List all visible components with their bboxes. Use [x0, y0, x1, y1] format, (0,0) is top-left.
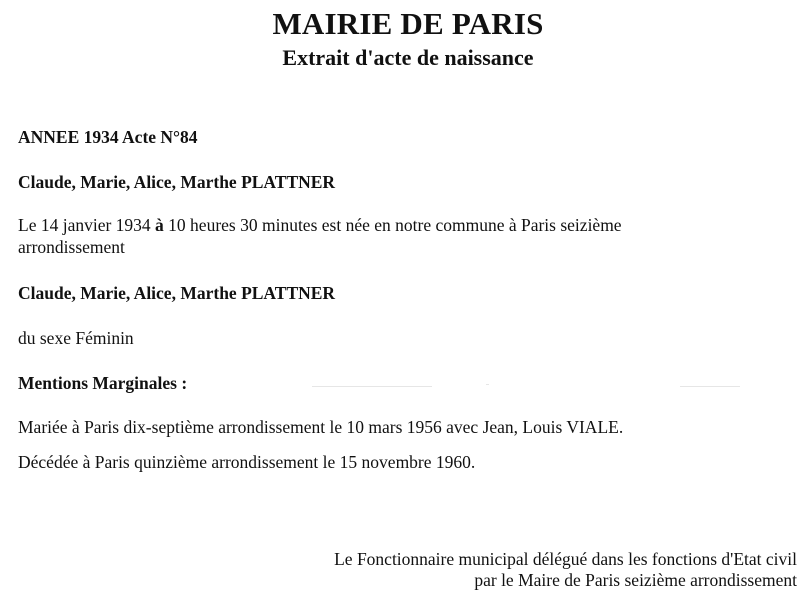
- scan-artifact: [312, 386, 432, 387]
- marriage-mention: Mariée à Paris dix-septième arrondissement le 10 mars 1956 avec Jean, Louis VIALE.: [18, 417, 624, 437]
- person-name: Claude, Marie, Alice, Marthe PLATTNER: [18, 172, 336, 192]
- birth-date-text: Le 14 janvier 1934: [18, 215, 156, 235]
- birth-details: [18, 215, 622, 236]
- scan-artifact: [680, 386, 740, 387]
- sex-statement: du sexe Féminin: [18, 328, 134, 348]
- document-subtitle: Extrait d'acte de naissance: [282, 45, 534, 70]
- birth-time-place-text: 10 heures 30 minutes est née en notre commune à Paris seizième: [163, 215, 622, 235]
- document-title: MAIRIE DE PARIS: [272, 6, 544, 41]
- birth-at-word: à: [155, 215, 164, 235]
- birth-details-continued: arrondissement: [18, 237, 125, 257]
- signature-line-2: par le Maire de Paris seizième arrondissement: [474, 570, 797, 590]
- marginal-mentions-heading: Mentions Marginales :: [18, 373, 188, 393]
- act-number: ANNEE 1934 Acte N°84: [18, 127, 198, 147]
- death-mention: Décédée à Paris quinzième arrondissement le 15 novembre 1960.: [18, 452, 476, 472]
- person-name-repeat: Claude, Marie, Alice, Marthe PLATTNER: [18, 283, 336, 303]
- signature-line-1: Le Fonctionnaire municipal délégué dans les fonctions d'Etat civil: [334, 549, 797, 569]
- scan-artifact: [486, 384, 489, 385]
